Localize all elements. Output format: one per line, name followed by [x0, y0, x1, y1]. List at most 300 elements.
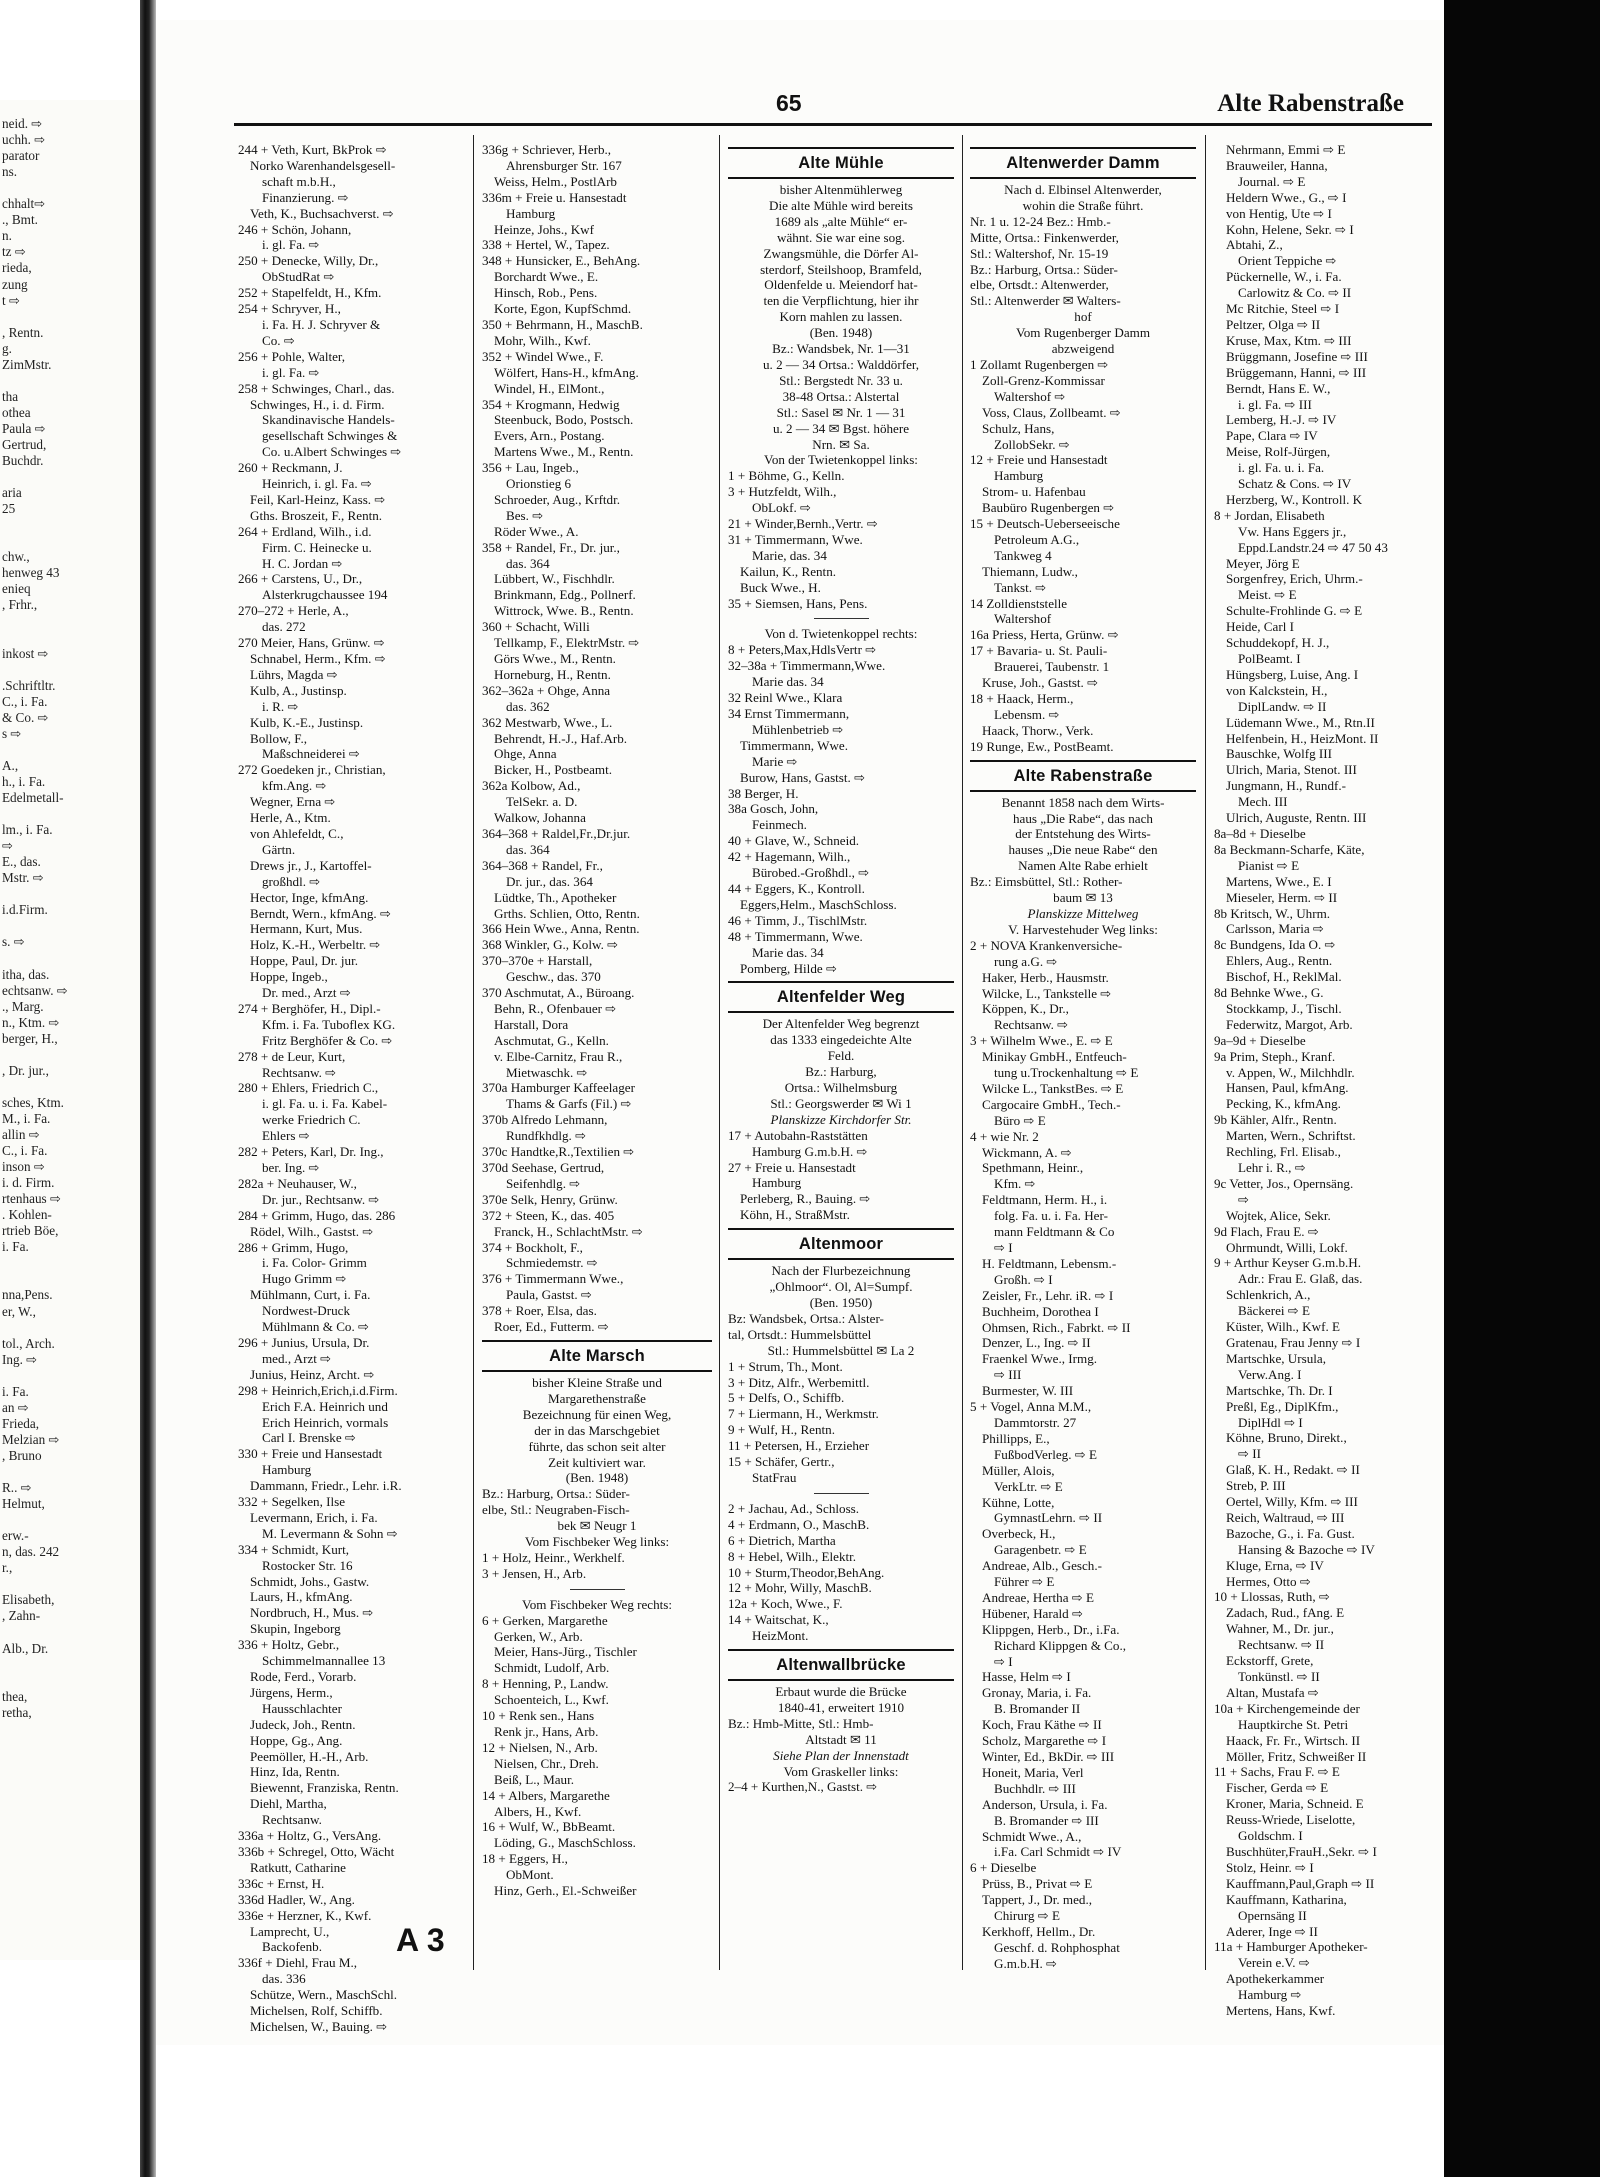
fragment-line: M., i. Fa. — [2, 1110, 51, 1126]
resident-entry: Ohmsen, Rich., Fabrkt. ⇨ II — [982, 1319, 1131, 1335]
street-heading: Altenwallbrücke — [728, 1649, 954, 1681]
house-number-entry: 32 Reinl Wwe., Klara — [728, 690, 843, 706]
resident-entry: Buchheim, Dorothea I — [982, 1303, 1099, 1319]
house-number-entry: 282 + Peters, Karl, Dr. Ing., — [238, 1144, 384, 1160]
house-number-entry: 376 + Timmermann Wwe., — [482, 1271, 624, 1287]
street-note: baum ✉ 13 — [1053, 890, 1113, 906]
resident-entry: Sorgenfrey, Erich, Uhrm.- — [1226, 571, 1363, 587]
fragment-line — [0, 1271, 148, 1287]
street-note: Planskizze Kirchdorfer Str. — [770, 1111, 912, 1127]
fragment-line — [0, 373, 148, 389]
resident-entry: Meyer, Jörg E — [1226, 555, 1300, 571]
resident-entry: Mühlmann & Co. ⇨ — [262, 1319, 369, 1335]
resident-entry: Marten, Wern., Schriftst. — [1226, 1128, 1356, 1144]
resident-entry: Hoppe, Ingeb., — [250, 969, 328, 985]
fragment-line — [0, 1255, 148, 1271]
resident-entry: Levermann, Erich, i. Fa. — [250, 1509, 378, 1525]
resident-entry: Gärtn. — [262, 841, 296, 857]
resident-entry: Schimmelmannallee 13 — [262, 1653, 386, 1669]
street-note: Stl.: Georgswerder ✉ Wi 1 — [770, 1095, 912, 1111]
resident-entry: Prüss, B., Privat ⇨ E — [982, 1876, 1093, 1892]
resident-entry: Tappert, J., Dr. med., — [982, 1892, 1092, 1908]
street-note: Erbaut wurde die Brücke — [775, 1684, 907, 1700]
resident-entry: Wittrock, Wwe. B., Rentn. — [494, 603, 634, 619]
resident-entry: Brauerei, Taubenstr. 1 — [994, 659, 1110, 675]
resident-entry: Michelsen, W., Bauing. ⇨ — [250, 2018, 388, 2034]
street-note: Zeit kultiviert war. — [548, 1454, 646, 1470]
resident-entry: Winter, Ed., BkDir. ⇨ III — [982, 1749, 1115, 1764]
directory-page — [156, 20, 1444, 2045]
fragment-line: i. Fa. — [2, 1239, 29, 1255]
house-number-entry: 32–38a + Timmermann,Wwe. — [728, 658, 886, 674]
house-number-entry: 356 + Lau, Ingeb., — [482, 460, 579, 476]
resident-entry: Kulb, K.-E., Justinsp. — [250, 714, 364, 730]
resident-entry: Bz.: Harburg, Ortsa.: Süder- — [970, 261, 1118, 277]
house-number-entry: 378 + Roer, Elsa, das. — [482, 1303, 597, 1319]
house-number-entry: 15 + Schäfer, Gertr., — [728, 1454, 835, 1470]
resident-entry: tung u.Trockenhaltung ⇨ E — [994, 1065, 1139, 1081]
fragment-line: inkost ⇨ — [2, 645, 49, 661]
resident-entry: Lüdtke, Th., Apotheker — [494, 889, 617, 905]
resident-entry: Zeisler, Fr., Lehr. iR. ⇨ I — [982, 1287, 1114, 1303]
house-number-entry: 9 + Arthur Keyser G.m.b.H. — [1214, 1255, 1362, 1271]
fragment-line: rtenhaus ⇨ — [2, 1191, 62, 1207]
fragment-line: g. — [2, 340, 12, 356]
resident-entry: werke Friedrich C. — [262, 1112, 361, 1128]
resident-entry: Opernsäng II — [1238, 1907, 1307, 1923]
house-number-entry: 332 + Segelken, Ilse — [238, 1494, 346, 1510]
house-number-entry: 8b Kritsch, W., Uhrm. — [1214, 905, 1331, 921]
house-number-entry: 16a Priess, Herta, Grünw. ⇨ — [970, 627, 1119, 643]
resident-entry: Meist. ⇨ E — [1238, 587, 1297, 603]
column-4 — [970, 142, 1196, 1971]
resident-entry: Co. ⇨ — [262, 332, 295, 348]
resident-entry: Rode, Ferd., Vorarb. — [250, 1669, 357, 1684]
resident-entry: Anderson, Ursula, i. Fa. — [982, 1796, 1108, 1812]
resident-entry: Mühlmann, Curt, i. Fa. — [250, 1287, 371, 1303]
fragment-line: ZimMstr. — [2, 356, 52, 372]
resident-entry: Aschmutat, G., Kelln. — [494, 1032, 609, 1048]
fragment-line — [0, 1576, 148, 1592]
resident-entry: Mech. III — [1238, 794, 1288, 810]
resident-entry: Altan, Mustafa ⇨ — [1226, 1684, 1319, 1700]
resident-entry: kfm.Ang. ⇨ — [262, 778, 327, 794]
resident-entry: Kruse, Joh., Gastst. ⇨ — [982, 675, 1099, 691]
resident-entry: Co. u.Albert Schwinges ⇨ — [262, 444, 402, 460]
resident-entry: Drews jr., J., Kartoffel- — [250, 857, 372, 873]
resident-entry: Stockkamp, J., Tischl. — [1226, 1000, 1342, 1016]
resident-entry: Schmidt, Johs., Gastw. — [250, 1573, 370, 1589]
resident-entry: Kulb, A., Justinsp. — [250, 682, 347, 698]
scanner-background — [1444, 0, 1600, 2177]
resident-entry: Verein e.V. ⇨ — [1238, 1955, 1310, 1971]
house-number-entry: 272 Goedeken jr., Christian, — [238, 762, 386, 778]
house-number-entry: 8 + Henning, P., Landw. — [482, 1676, 609, 1692]
resident-entry: Federwitz, Margot, Arb. — [1226, 1016, 1353, 1032]
street-note: Stl.: Hummelsbüttel ✉ La 2 — [767, 1342, 915, 1358]
resident-entry: Fritz Berghöfer & Co. ⇨ — [262, 1032, 393, 1048]
resident-entry: Minikay GmbH., Entfeuch- — [982, 1049, 1127, 1065]
street-note: Bz.: Wandsbek, Nr. 1—31 — [772, 341, 910, 357]
street-heading: Altenwerder Damm — [970, 147, 1196, 179]
fragment-line: Helmut, — [2, 1496, 45, 1512]
house-number-entry: 336d Hadler, W., Ang. — [238, 1891, 355, 1907]
fragment-line: , Dr. jur., — [2, 1062, 49, 1078]
resident-entry: elbe, Ortsdt.: Altenwerder, — [970, 277, 1109, 293]
street-note: Siehe Plan der Innenstadt — [773, 1747, 909, 1763]
resident-entry: das. 364 — [506, 841, 550, 857]
column-3 — [728, 142, 954, 1962]
resident-entry: Stl.: Waltershof, Nr. 15-19 — [970, 245, 1109, 261]
resident-entry: Lührs, Magda ⇨ — [250, 666, 338, 682]
house-number-entry: 38 Berger, H. — [728, 785, 799, 801]
house-number-entry: 19 Runge, Ew., PostBeamt. — [970, 738, 1114, 754]
street-note: (Ben. 1950) — [809, 1295, 873, 1310]
house-number-entry: 9d Flach, Frau E. ⇨ — [1214, 1223, 1319, 1239]
house-number-entry: 8a Beckmann-Scharfe, Käte, — [1214, 841, 1365, 857]
street-note: der in das Marschgebiet — [534, 1422, 660, 1438]
resident-entry: Ehlers ⇨ — [262, 1128, 310, 1144]
house-number-entry: 7 + Liermann, H., Werkmstr. — [728, 1406, 879, 1422]
street-note: hof — [1074, 309, 1092, 325]
house-number-entry: 31 + Timmermann, Wwe. — [728, 531, 863, 547]
house-number-entry: 254 + Schryver, H., — [238, 301, 341, 317]
house-number-entry: 8 + Jordan, Elisabeth — [1214, 507, 1325, 523]
fragment-line: h., i. Fa. — [2, 773, 46, 789]
resident-entry: Carlowitz & Co. ⇨ II — [1238, 285, 1352, 301]
resident-entry: Meier, Hans-Jürg., Tischler — [494, 1644, 637, 1660]
resident-entry: Wölfert, Hans-H., kfmAng. — [494, 364, 639, 380]
resident-entry: Großh. ⇨ I — [994, 1271, 1053, 1287]
street-heading: Alte Rabenstraße — [970, 760, 1196, 792]
resident-entry: Peemöller, H.-H., Arb. — [250, 1748, 369, 1764]
house-number-entry: 370–370e + Harstall, — [482, 953, 593, 969]
resident-entry: Kauffmann,Paul,Graph ⇨ II — [1226, 1875, 1375, 1891]
resident-entry: Beiß, L., Maur. — [494, 1771, 575, 1787]
resident-entry: Verw.Ang. I — [1238, 1366, 1302, 1382]
section-separator — [570, 1589, 625, 1590]
street-note: sterdorf, Steilshoop, Bramfeld, — [760, 261, 922, 277]
resident-entry: Schütze, Wern., MaschSchl. — [250, 1987, 398, 2003]
resident-entry: Schulz, Hans, — [982, 420, 1055, 436]
resident-entry: Heinrich, i. gl. Fa. ⇨ — [262, 476, 372, 492]
resident-entry: Hugo Grimm ⇨ — [262, 1271, 347, 1287]
resident-entry: Kruse, Max, Ktm. ⇨ III — [1226, 332, 1352, 348]
resident-entry: mann Feldtmann & Co — [994, 1224, 1115, 1240]
house-number-entry: 9b Kähler, Alfr., Rentn. — [1214, 1112, 1337, 1128]
book-gutter — [140, 0, 156, 2177]
resident-entry: Strom- u. Hafenbau — [982, 484, 1086, 500]
fragment-line: C., i. Fa. — [2, 693, 48, 709]
resident-entry: von Hentig, Ute ⇨ I — [1226, 205, 1332, 221]
resident-entry: Marie ⇨ — [752, 753, 798, 769]
fragment-line — [0, 100, 148, 116]
resident-entry: Schmidt, Ludolf, Arb. — [494, 1660, 610, 1676]
house-number-entry: 3 + Ditz, Alfr., Werbemittl. — [728, 1374, 870, 1390]
resident-entry: Martens, Wwe., E. I — [1226, 873, 1332, 889]
street-note: ten die Verpflichtung, hier ihr — [763, 293, 919, 309]
fragment-line: enieq — [2, 581, 31, 597]
resident-entry: Veth, K., Buchsachverst. ⇨ — [250, 205, 394, 221]
fragment-line: s. ⇨ — [2, 934, 25, 950]
resident-entry: Heldern Wwe., G., ⇨ I — [1226, 189, 1347, 205]
house-number-entry: 18 + Haack, Herm., — [970, 691, 1074, 706]
fragment-line — [0, 886, 148, 902]
street-note: Bezeichnung für einen Weg, — [522, 1406, 672, 1422]
house-number-entry: 336m + Freie u. Hansestadt — [482, 189, 627, 205]
resident-entry: Mühlenbetrieb ⇨ — [752, 721, 844, 737]
resident-entry: ⇨ III — [994, 1367, 1022, 1383]
house-number-entry: 258 + Schwinges, Charl., das. — [238, 380, 395, 396]
sheet-marker: A 3 — [396, 1922, 445, 1958]
street-note: 1689 als „alte Mühle“ er- — [774, 213, 908, 229]
resident-entry: Feil, Karl-Heinz, Kass. ⇨ — [250, 491, 386, 507]
house-number-entry: Apothekerkammer — [1226, 1971, 1325, 1987]
fragment-line — [0, 1320, 148, 1336]
street-note: Benannt 1858 nach dem Wirts- — [1001, 794, 1165, 810]
resident-entry: i. gl. Fa. u. i. Fa. Kabel- — [262, 1096, 388, 1112]
resident-entry: med., Arzt ⇨ — [262, 1350, 332, 1366]
resident-entry: Buchhdlr. ⇨ III — [994, 1780, 1076, 1796]
resident-entry: ObMont. — [506, 1867, 554, 1883]
street-note: Stl.: Sasel ✉ Nr. 1 — 31 — [776, 404, 906, 420]
resident-entry: Kroner, Maria, Schneid. E — [1226, 1796, 1364, 1812]
house-number-entry: 11 + Petersen, H., Erzieher — [728, 1438, 870, 1454]
street-note: Namen Alte Rabe erhielt — [1018, 858, 1148, 874]
resident-entry: Firm. C. Heinecke u. — [262, 539, 372, 555]
resident-entry: Buschhüter,FrauH.,Sekr. ⇨ I — [1226, 1843, 1377, 1859]
resident-entry: schaft m.b.H., — [262, 173, 336, 189]
resident-entry: Eggers,Helm., MaschSchloss. — [740, 896, 897, 912]
street-note: Der Altenfelder Weg begrenzt — [762, 1016, 920, 1032]
resident-entry: Journal. ⇨ E — [1238, 173, 1306, 189]
resident-entry: Hector, Inge, kfmAng. — [250, 889, 369, 905]
house-number-entry: 3 + Wilhelm Wwe., E. ⇨ E — [970, 1033, 1113, 1049]
resident-entry: Lübbert, W., Fischhdlr. — [494, 571, 615, 587]
fragment-line: E., das. — [2, 854, 41, 870]
house-number-entry: 17 + Autobahn-Raststätten — [728, 1127, 868, 1143]
house-number-entry: 280 + Ehlers, Friedrich C., — [238, 1080, 379, 1096]
house-number-entry: 370c Handtke,R.,Textilien ⇨ — [482, 1144, 635, 1160]
house-number-entry: 364–368 + Randel, Fr., — [482, 857, 603, 873]
fragment-line: rieda, — [2, 260, 32, 276]
fragment-line — [0, 742, 148, 758]
fragment-line: . Kohlen- — [2, 1207, 52, 1223]
adjacent-page-fragment — [0, 100, 148, 1960]
fragment-line — [0, 1657, 148, 1673]
resident-entry: Franck, H., SchlachtMstr. ⇨ — [494, 1223, 643, 1239]
resident-entry: Löding, G., MaschSchloss. — [494, 1835, 636, 1851]
fragment-line — [0, 1047, 148, 1063]
house-number-entry: 334 + Schmidt, Kurt, — [238, 1541, 350, 1557]
street-note: Ortsa.: Wilhelmsburg — [784, 1080, 898, 1096]
resident-entry: Ohge, Anna — [494, 746, 557, 762]
street-note: Von der Twietenkoppel links: — [764, 452, 918, 468]
fragment-line: tha — [2, 388, 19, 404]
house-number-entry: 338 + Hertel, W., Tapez. — [482, 237, 610, 253]
column-5 — [1214, 142, 1436, 2019]
resident-entry: Schwinges, H., i. d. Firm. — [250, 396, 385, 412]
resident-entry: Overbeck, H., — [982, 1526, 1056, 1542]
street-note: abzweigend — [1051, 341, 1115, 357]
resident-entry: Dammann, Friedr., Lehr. i.R. — [250, 1478, 402, 1494]
resident-entry: Mohr, Wilh., Kwf. — [494, 332, 591, 348]
resident-entry: Mertens, Hans, Kwf. — [1226, 2003, 1336, 2019]
resident-entry: Wilcke, L., Tankstelle ⇨ — [982, 985, 1112, 1001]
resident-entry: Nordbruch, H., Mus. ⇨ — [250, 1605, 374, 1621]
fragment-line: Edelmetall- — [2, 790, 64, 806]
street-note: Von d. Twietenkoppel rechts: — [764, 626, 918, 642]
fragment-line: echtsanw. ⇨ — [2, 982, 68, 998]
fragment-line: tz ⇨ — [2, 244, 26, 260]
resident-entry: Möller, Fritz, Schweißer II — [1226, 1748, 1367, 1764]
resident-entry: Rödel, Wilh., Gastst. ⇨ — [250, 1223, 374, 1239]
house-number-entry: 374 + Bockholt, F., — [482, 1239, 583, 1255]
section-separator — [814, 618, 869, 619]
resident-entry: Köhne, Bruno, Direkt., — [1226, 1430, 1347, 1446]
resident-entry: Erich F.A. Heinrich und — [262, 1398, 388, 1414]
resident-entry: Kailun, K., Rentn. — [740, 563, 837, 579]
street-note: hauses „Die neue Rabe“ den — [1008, 842, 1158, 858]
house-number-entry: 350 + Behrmann, H., MaschB. — [482, 316, 643, 332]
house-number-entry: 348 + Hunsicker, E., BehAng. — [482, 253, 641, 269]
house-number-entry: 2 + Jachau, Ad., Schloss. — [728, 1500, 860, 1516]
house-number-entry: 8 + Hebel, Wilh., Elektr. — [728, 1548, 857, 1564]
resident-entry: Berndt, Wern., kfmAng. ⇨ — [250, 905, 391, 921]
fragment-line: neid. ⇨ — [2, 116, 43, 132]
house-number-entry: 354 + Krogmann, Hedwig — [482, 396, 620, 412]
house-number-entry: 270–272 + Herle, A., — [238, 603, 349, 619]
resident-entry: Walkow, Johanna — [494, 810, 586, 826]
house-number-entry: 368 Winkler, G., Kolw. ⇨ — [482, 937, 619, 953]
resident-entry: Hüngsberg, Luise, Ang. I — [1226, 666, 1359, 682]
resident-entry: Norko Warenhandelsgesell- — [250, 157, 396, 173]
fragment-line: i. Fa. — [2, 1383, 29, 1399]
resident-entry: Pückernelle, W., i. Fa. — [1226, 269, 1342, 285]
resident-entry: Schuddekopf, H. J., — [1226, 635, 1330, 651]
resident-entry: i. Fa. H. J. Schryver & — [262, 316, 381, 332]
house-number-entry: 372 + Steen, K., das. 405 — [482, 1207, 615, 1223]
fragment-line: an ⇨ — [2, 1399, 29, 1415]
resident-entry: Glaß, K. H., Redakt. ⇨ II — [1226, 1462, 1360, 1478]
house-number-entry: 270 Meier, Hans, Grünw. ⇨ — [238, 635, 385, 651]
house-number-entry: 266 + Carstens, U., Dr., — [238, 571, 363, 587]
header-rule — [234, 123, 1432, 126]
street-note: 1840-41, erweitert 1910 — [777, 1699, 905, 1715]
resident-entry: Wahner, M., Dr. jur., — [1226, 1621, 1334, 1637]
house-number-entry: 38a Gosch, John, — [728, 801, 819, 817]
resident-entry: Dr. jur., das. 364 — [506, 873, 593, 889]
house-number-entry: 5 + Delfs, O., Schiffb. — [728, 1390, 845, 1406]
fragment-line: s ⇨ — [2, 725, 22, 741]
street-note: Vom Fischbeker Weg rechts: — [521, 1596, 673, 1612]
resident-entry: Rechtsanw. ⇨ — [994, 1017, 1069, 1033]
resident-entry: elbe, Stl.: Neugraben-Fisch- — [482, 1502, 630, 1518]
section-separator — [814, 1493, 869, 1494]
house-number-entry: 336a + Holtz, G., VersAng. — [238, 1828, 382, 1844]
resident-entry: Preßl, Eg., DiplKfm., — [1226, 1398, 1339, 1414]
resident-entry: Küster, Wilh., Kwf. E — [1226, 1319, 1340, 1335]
house-number-entry: 10 + Renk sen., Hans — [482, 1708, 595, 1724]
street-note: Margarethenstraße — [548, 1390, 646, 1406]
house-number-entry: 10 + Sturm,Theodor,BehAng. — [728, 1564, 885, 1580]
resident-entry: Eppd.Landstr.24 ⇨ 47 50 43 — [1238, 539, 1388, 555]
resident-entry: Hinsch, Rob., Pens. — [494, 285, 598, 301]
resident-entry: Dammtorstr. 27 — [994, 1414, 1077, 1430]
resident-entry: Hermes, Otto ⇨ — [1226, 1573, 1311, 1589]
resident-entry: Hamburg — [994, 468, 1044, 484]
resident-entry: Martens Wwe., M., Rentn. — [494, 444, 634, 460]
house-number-entry: 1 + Holz, Heinr., Werkhelf. — [482, 1549, 625, 1565]
resident-entry: Weiss, Helm., PostlArb — [494, 173, 617, 189]
resident-entry: ⇨ I — [994, 1653, 1013, 1669]
resident-entry: Grths. Schlien, Otto, Rentn. — [494, 905, 640, 921]
resident-entry: Bz.: Hmb-Mitte, Stl.: Hmb- — [728, 1715, 874, 1731]
street-heading: Alte Mühle — [728, 147, 954, 179]
fragment-line: i. d. Firm. — [2, 1175, 55, 1191]
house-number-entry: 370b Alfredo Lehmann, — [482, 1112, 608, 1128]
fragment-line: Alb., Dr. — [2, 1640, 49, 1656]
resident-entry: Rundfkhdlg. ⇨ — [506, 1128, 587, 1144]
resident-entry: Phillipps, E., — [982, 1430, 1050, 1446]
fragment-line — [0, 1079, 148, 1095]
resident-entry: v. Appen, W., Milchhdlr. — [1226, 1064, 1355, 1080]
resident-entry: Nielsen, Chr., Dreh. — [494, 1755, 599, 1771]
house-number-entry: 1 + Böhme, G., Kelln. — [728, 468, 845, 484]
house-number-entry: 330 + Freie und Hansestadt — [238, 1446, 383, 1462]
house-number-entry: 352 + Windel Wwe., F. — [482, 348, 604, 364]
fragment-line: henweg 43 — [2, 565, 60, 581]
resident-entry: Evers, Arn., Postang. — [494, 428, 605, 444]
fragment-line: erw.- — [2, 1528, 29, 1544]
resident-entry: Bicker, H., Postbeamt. — [494, 762, 613, 778]
house-number-entry: 256 + Pohle, Walter, — [238, 348, 346, 364]
house-number-entry: 16 + Wulf, W., BbBeamt. — [482, 1819, 616, 1835]
fragment-line: ., Marg. — [2, 998, 44, 1014]
fragment-line: rtrieb Böe, — [2, 1223, 59, 1239]
resident-entry: Nr. 1 u. 12-24 Bez.: Hmb.- — [970, 213, 1111, 229]
house-number-entry: 364–368 + Raldel,Fr.,Dr.jur. — [482, 825, 631, 841]
fragment-line: othea — [2, 404, 31, 420]
fragment-line: berger, H., — [2, 1030, 58, 1046]
house-number-entry: 370a Hamburger Kaffeelager — [482, 1080, 635, 1096]
street-note: Korn mahlen zu lassen. — [779, 309, 903, 325]
house-number-entry: 366 Hein Wwe., Anna, Rentn. — [482, 921, 640, 937]
resident-entry: Aderer, Inge ⇨ II — [1226, 1923, 1318, 1939]
house-number-entry: 8c Bundgens, Ida O. ⇨ — [1214, 937, 1336, 953]
resident-entry: Görs Wwe., M., Rentn. — [494, 651, 616, 666]
house-number-entry: 4 + wie Nr. 2 — [970, 1128, 1039, 1144]
resident-entry: Goldschm. I — [1238, 1828, 1303, 1844]
resident-entry: Geschw., das. 370 — [506, 969, 601, 985]
house-number-entry: 9a–9d + Dieselbe — [1214, 1032, 1306, 1048]
resident-entry: Hasse, Helm ⇨ I — [982, 1669, 1071, 1685]
resident-entry: ⇨ I — [994, 1240, 1013, 1255]
resident-entry: Jungmann, H., Rundf.- — [1226, 778, 1347, 794]
resident-entry: Vw. Hans Eggers jr., — [1238, 523, 1347, 539]
resident-entry: Lehr i. R., ⇨ — [1238, 1160, 1306, 1175]
column-2 — [482, 142, 712, 1962]
resident-entry: Hansen, Paul, kfmAng. — [1226, 1080, 1349, 1096]
resident-entry: Nehrmann, Emmi ⇨ E — [1226, 142, 1346, 157]
resident-entry: Schmidt Wwe., A., — [982, 1828, 1082, 1844]
resident-entry: DiplLandw. ⇨ II — [1238, 698, 1327, 714]
resident-entry: Andreae, Hertha ⇨ E — [982, 1589, 1095, 1605]
fragment-line: er, W., — [2, 1303, 36, 1319]
resident-entry: Harstall, Dora — [494, 1016, 569, 1032]
fragment-line: inson ⇨ — [2, 1159, 45, 1175]
street-note: u. 2 — 34 Ortsa.: Walddörfer, — [763, 356, 919, 372]
